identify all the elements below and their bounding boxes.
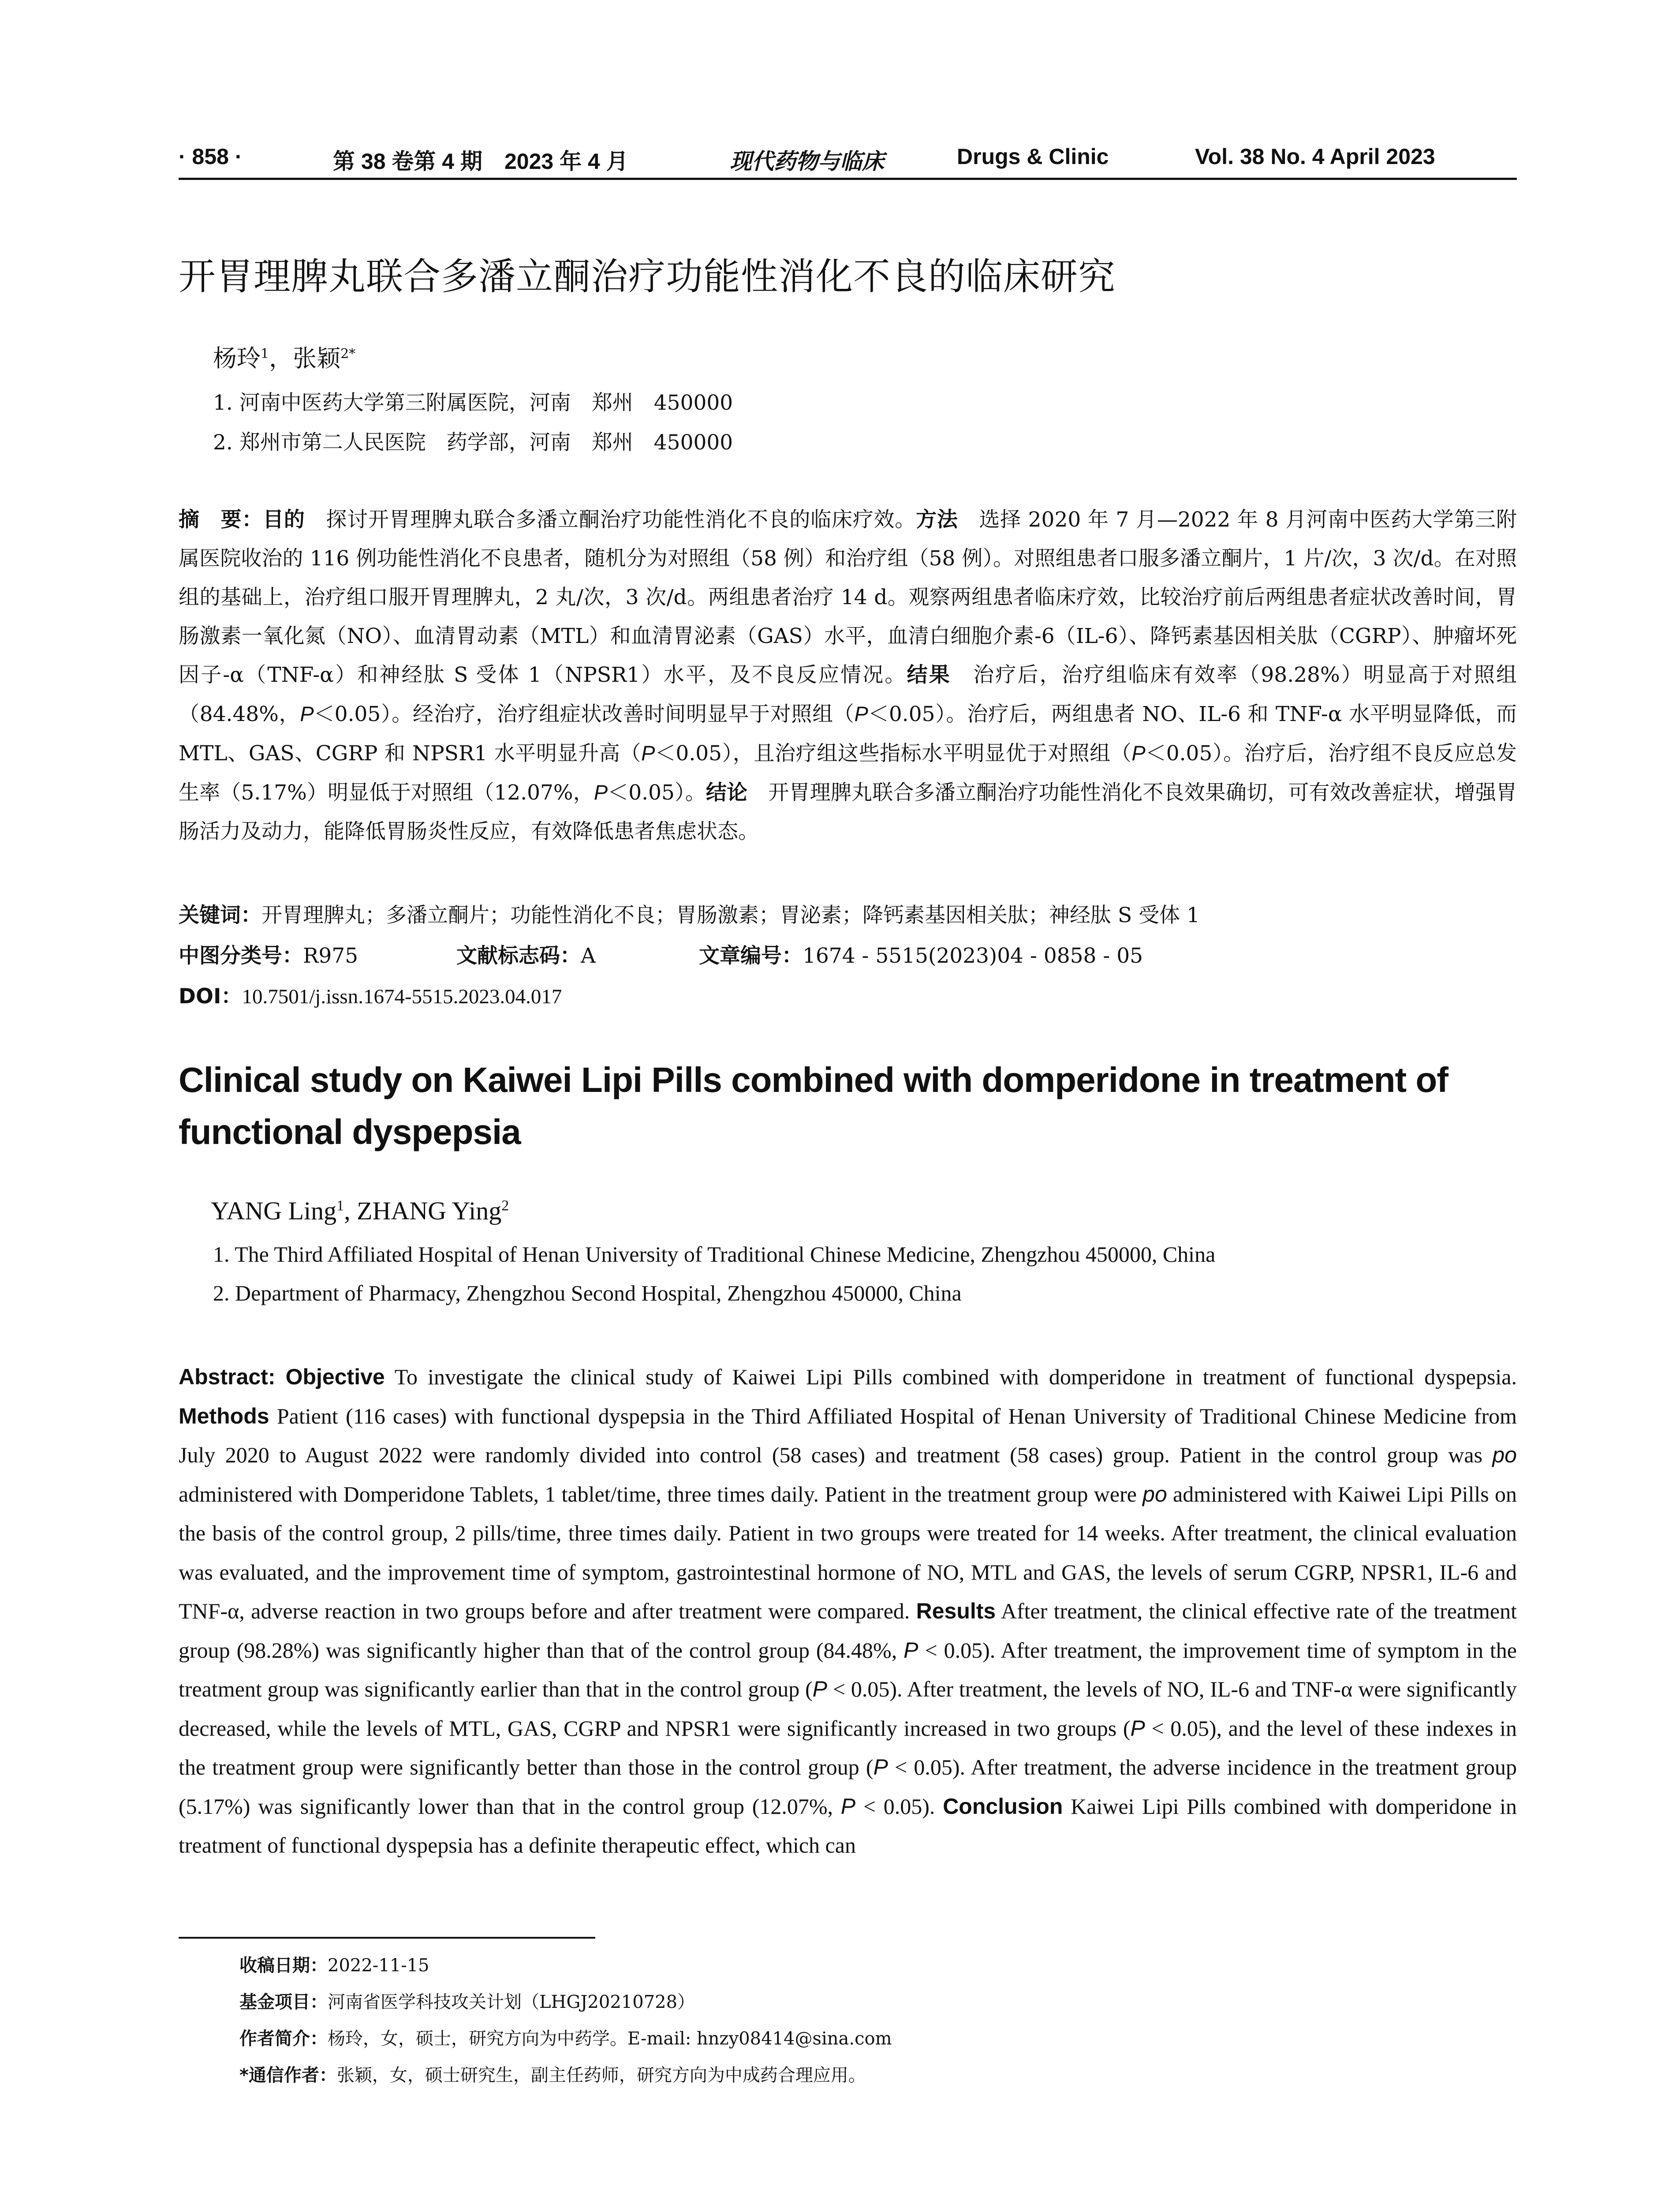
header-page-number: · 858 · [179,144,243,169]
document-code [456,939,596,969]
footnote-fund [239,1988,695,2013]
author-cn-1-sup: 1 [261,346,269,362]
affiliation-en-1: 1. The Third Affiliated Hospital of Henan University of Traditional Chinese Medicine, Zhengzhou 450000, China [213,1242,1216,1267]
doc-label: 文献标志码： [456,944,581,968]
methods-cn-label: 方法 [916,508,958,532]
clc-label: 中图分类号： [179,944,303,968]
header-journal-en: Drugs & Clinic [957,144,1109,169]
doc-value: A [581,944,596,968]
header-journal-cn: 现代药物与临床 [730,148,884,174]
abstract-en-label: Abstract: [179,1364,276,1389]
doi-value[interactable]: 10.7501/j.issn.1674-5515.2023.04.017 [242,985,562,1008]
results-cn-text: 治疗后，治疗组临床有效率（98.28%）明显高于对照组（84.48%， [179,663,1517,726]
methods-cn-text: 选择 2020 年 7 月—2022 年 8 月河南中医药大学第三附属医院收治的 116 例功能性消化不良患者，随机分为对照组（58 例）和治疗组（58 例）。对照组患者口服多潘立酮片，1 片/次，3 次/d。在对照组的基础上，治疗组口服开胃理脾丸，2 丸/次，3 次/d。两组患者治疗 14 d。观察两组患者临床疗效，比较治疗前后两组患者症状改善时间，胃肠激素一氧化氮（NO）、血清胃动素（MTL）和血清胃泌素（GAS）水平，血清白细胞介素-6（IL-6）、降钙素基因相关肽（CGRP）、肿瘤坏死因子-α（TNF-α）和神经肽 S 受体 1（NPSR1）水平，及不良反应情况。 [179,508,1517,687]
methods-en-text: Patient (116 cases) with functional dyspepsia in the Third Affiliated Hospital of Henan University of Traditional Chinese Medicine from July 2020 to August 2022 were randomly divided into control (58 cases) and treatment (58 cases) group. Patient in the control group was [179,1403,1517,1467]
affiliation-cn-1: 1. 河南中医药大学第三附属医院，河南 郑州 450000 [213,391,733,415]
corresponding-label: *通信作者： [239,2065,337,2085]
authors-cn [213,340,355,374]
conclusion-en-text: Kaiwei Lipi Pills combined with domperidone in treatment of functional dyspepsia has a definite therapeutic effect, which can [179,1794,1517,1857]
conclusion-en-label: Conclusion [943,1794,1063,1819]
article-label: 文章编号： [699,944,803,968]
results-cn-text: ＜0.05）。治疗后，两组患者 NO、IL-6 和 TNF-α 水平明显降低，而 MTL、GAS、CGRP 和 NPSR1 水平明显升高（ [179,702,1517,766]
footnote-corresponding [239,2061,866,2086]
clc-value: R975 [303,944,358,968]
author-en-2-sup: 2 [501,1197,509,1214]
p-value-symbol: P [854,702,868,725]
footnote-rule [179,1937,595,1939]
keywords [179,899,1200,928]
footnote-received [239,1951,429,1977]
results-en-text: < 0.05). After treatment, the levels of NO, IL-6 and TNF-α were significantly decreased, while the levels of MTL, GAS, CGRP and NPSR1 were significantly increased in two groups ( [179,1677,1517,1741]
results-en-text: < 0.05). After treatment, the adverse incidence in the treatment group (5.17%) was significantly lower than that in the control group (12.07%, [179,1755,1517,1819]
author-cn-1: 杨玲 [213,344,261,372]
keywords-text: 开胃理脾丸；多潘立酮片；功能性消化不良；胃肠激素；胃泌素；降钙素基因相关肽；神经肽 S 受体 1 [261,903,1200,927]
results-cn-text: ＜0.05）。 [608,781,706,805]
p-value-symbol: P [812,1677,828,1701]
author-en-2: ZHANG Ying [357,1196,502,1225]
header-volume-en: Vol. 38 No. 4 April 2023 [1195,144,1435,169]
conclusion-cn-label: 结论 [706,781,748,805]
doi [179,980,562,1009]
footnote-author-bio [239,2025,892,2050]
results-cn-text: ＜0.05）。经治疗，治疗组症状改善时间明显早于对照组（ [314,702,855,726]
keywords-label: 关键词： [179,903,261,927]
abstract-cn [179,501,1517,851]
results-cn-text: ＜0.05），且治疗组这些指标水平明显优于对照组（ [655,741,1132,766]
author-cn-2: 张颖 [293,344,341,372]
abstract-cn-label: 摘 要： [179,508,263,532]
article-value: 1674 - 5515(2023)04 - 0858 - 05 [803,944,1143,968]
title-en: Clinical study on Kaiwei Lipi Pills combined with domperidone in treatment of functional dyspepsia [179,1060,1448,1151]
author-bio-text: 杨玲，女，硕士，研究方向为中药学。E-mail: hnzy08414@sina.com [328,2029,892,2049]
received-label: 收稿日期： [239,1955,328,1976]
results-en-text: After treatment, the clinical effective rate of the treatment group (98.28%) was significantly higher than that of the control group (84.48%, [179,1599,1517,1663]
p-value-symbol: P [641,741,655,765]
methods-en-text: administered with Domperidone Tablets, 1 tablet/time, three times daily. Patient in the treatment group were [179,1481,1143,1506]
author-cn-sep: ， [269,344,293,372]
author-cn-2-sup: 2* [340,346,356,362]
p-value-symbol: P [903,1637,918,1663]
objective-cn-text: 探讨开胃理脾丸联合多潘立酮治疗功能性消化不良的临床疗效。 [305,508,916,532]
objective-en-text: To investigate the clinical study of Kaiwei Lipi Pills combined with domperidone in treatment of functional dyspepsia. [385,1364,1517,1389]
p-value-symbol: P [1130,1715,1145,1741]
title-cn: 开胃理脾丸联合多潘立酮治疗功能性消化不良的临床研究 [179,255,1116,298]
affiliation-en-2: 2. Department of Pharmacy, Zhengzhou Second Hospital, Zhengzhou 450000, China [213,1281,962,1305]
methods-en-text: administered with Kaiwei Lipi Pills on the basis of the control group, 2 pills/time, three times daily. Patient in two groups were treated for 14 weeks. After treatment, the clinical evaluation was evaluated, and the improvement time of symptom, gastrointestinal hormone of NO, MTL and GAS, the levels of serum CGRP, NPSR1, IL-6 and TNF-α, adverse reaction in two groups before and after treatment were compared. [179,1481,1517,1623]
conclusion-cn-text: 开胃理脾丸联合多潘立酮治疗功能性消化不良效果确切，可有效改善症状，增强胃肠活力及动力，能降低胃肠炎性反应，有效降低患者焦虑状态。 [179,781,1517,844]
affiliation-cn-2: 2. 郑州市第二人民医院 药学部，河南 郑州 450000 [213,430,733,455]
running-header [179,140,1517,180]
po-abbrev: po [1142,1481,1167,1506]
author-bio-label: 作者简介： [239,2029,328,2049]
results-cn-text: ＜0.05）。治疗后，治疗组不良反应总发生率（5.17%）明显低于对照组（12.07%， [179,741,1517,805]
results-en-text: < 0.05), and the level of these indexes in the treatment group were significantly better than those in the control group ( [179,1715,1517,1779]
corresponding-text: 张颖，女，硕士研究生，副主任药师，研究方向为中成药合理应用。 [336,2065,866,2085]
author-en-1-sup: 1 [336,1197,344,1214]
p-value-symbol: P [840,1794,856,1819]
p-value-symbol: P [594,781,608,804]
clc-code [179,939,358,969]
objective-en-label: Objective [285,1364,385,1389]
authors-en [211,1196,509,1226]
p-value-symbol: P [1131,741,1146,765]
objective-cn-label: 目的 [263,508,305,532]
header-volume-cn: 第 38 卷第 4 期 2023 年 4 月 [333,149,628,174]
results-en-label: Results [916,1599,996,1623]
author-en-1: YANG Ling [211,1196,337,1225]
received-date: 2022-11-15 [328,1955,429,1976]
results-cn-label: 结果 [907,663,951,687]
author-en-sep: , [344,1196,357,1225]
po-abbrev: po [1492,1443,1517,1467]
fund-label: 基金项目： [239,1992,328,2012]
header-rule [179,178,1517,180]
abstract-en [179,1357,1517,1865]
p-value-symbol: P [300,702,314,725]
p-value-symbol: P [873,1755,888,1779]
results-en-text: < 0.05). [855,1794,943,1819]
results-en-text: < 0.05). After treatment, the improvement time of symptom in the treatment group was significantly earlier than that in the control group ( [179,1637,1517,1701]
article-number [699,939,1143,969]
doi-label: DOI： [179,984,242,1009]
methods-en-label: Methods [179,1403,269,1428]
fund-text: 河南省医学科技攻关计划（LHGJ20210728） [328,1992,695,2012]
